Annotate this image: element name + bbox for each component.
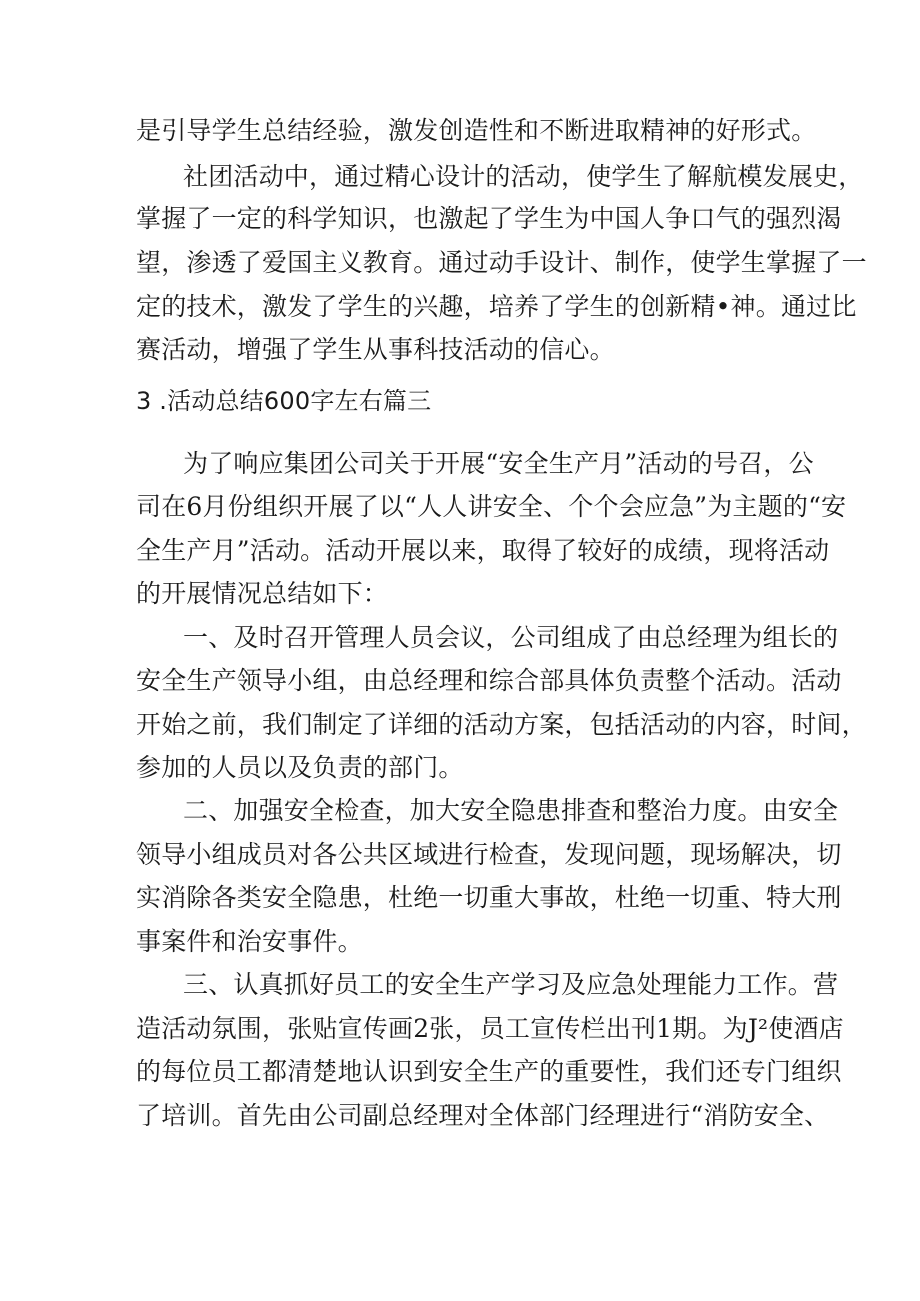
paragraph-start: 二、加强安全检查，加大安全隐患排查和整治力度。由安全: [183, 796, 839, 825]
text-line: 实消除各类安全隐患，杜绝一切重大事故，杜绝一切重、特大刑: [136, 883, 842, 912]
text-line: 定的技术，激发了学生的兴趣，培养了学生的创新精•神。通过比: [136, 292, 857, 321]
text-line: 领导小组成员对各公共区域进行检查，发现问题，现场解决，切: [136, 840, 842, 869]
text-line: 造活动氛围，张贴宣传画2张，员工宣传栏出刊1期。为J²使酒店: [136, 1014, 844, 1043]
text-line: 赛活动，增强了学生从事科技活动的信心。: [136, 335, 615, 364]
paragraph-start: 为了响应集团公司关于开展“安全生产月”活动的号召，公: [183, 449, 814, 478]
paragraph-start: 社团活动中，通过精心设计的活动，使学生了解航模发展史，: [183, 162, 864, 191]
text-line: 事案件和治安事件。: [136, 927, 363, 956]
paragraph-start: 三、认真抓好员工的安全生产学习及应急处理能力工作。营: [183, 970, 839, 999]
text-line: 是引导学生总结经验，激发创造性和不断进取精神的好形式。: [136, 116, 817, 145]
text-line: 参加的人员以及负责的部门。: [136, 753, 464, 782]
text-line: 司在6月份组织开展了以“人人讲安全、个个会应急”为主题的“安: [136, 492, 847, 521]
text-line: 的每位员工都清楚地认识到安全生产的重要性，我们还专门组织: [136, 1057, 842, 1086]
text-line: 安全生产领导小组，由总经理和综合部具体负责整个活动。活动: [136, 666, 842, 695]
section-heading: 3 .活动总结600字左右篇三: [136, 387, 432, 415]
text-line: 掌握了一定的科学知识，也激起了学生为中国人争口气的强烈渴: [136, 204, 842, 233]
text-line: 的开展情况总结如下：: [136, 579, 389, 608]
text-line: 望，渗透了爱国主义教育。通过动手设计、制作，使学生掌握了一: [136, 248, 867, 277]
text-line: 开始之前，我们制定了详细的活动方案，包括活动的内容，时间，: [136, 710, 867, 739]
paragraph-start: 一、及时召开管理人员会议，公司组成了由总经理为组长的: [183, 623, 839, 652]
text-line: 了培训。首先由公司副总经理对全体部门经理进行“消防安全、: [136, 1101, 830, 1130]
text-line: 全生产月”活动。活动开展以来，取得了较好的成绩，现将活动: [136, 536, 830, 565]
